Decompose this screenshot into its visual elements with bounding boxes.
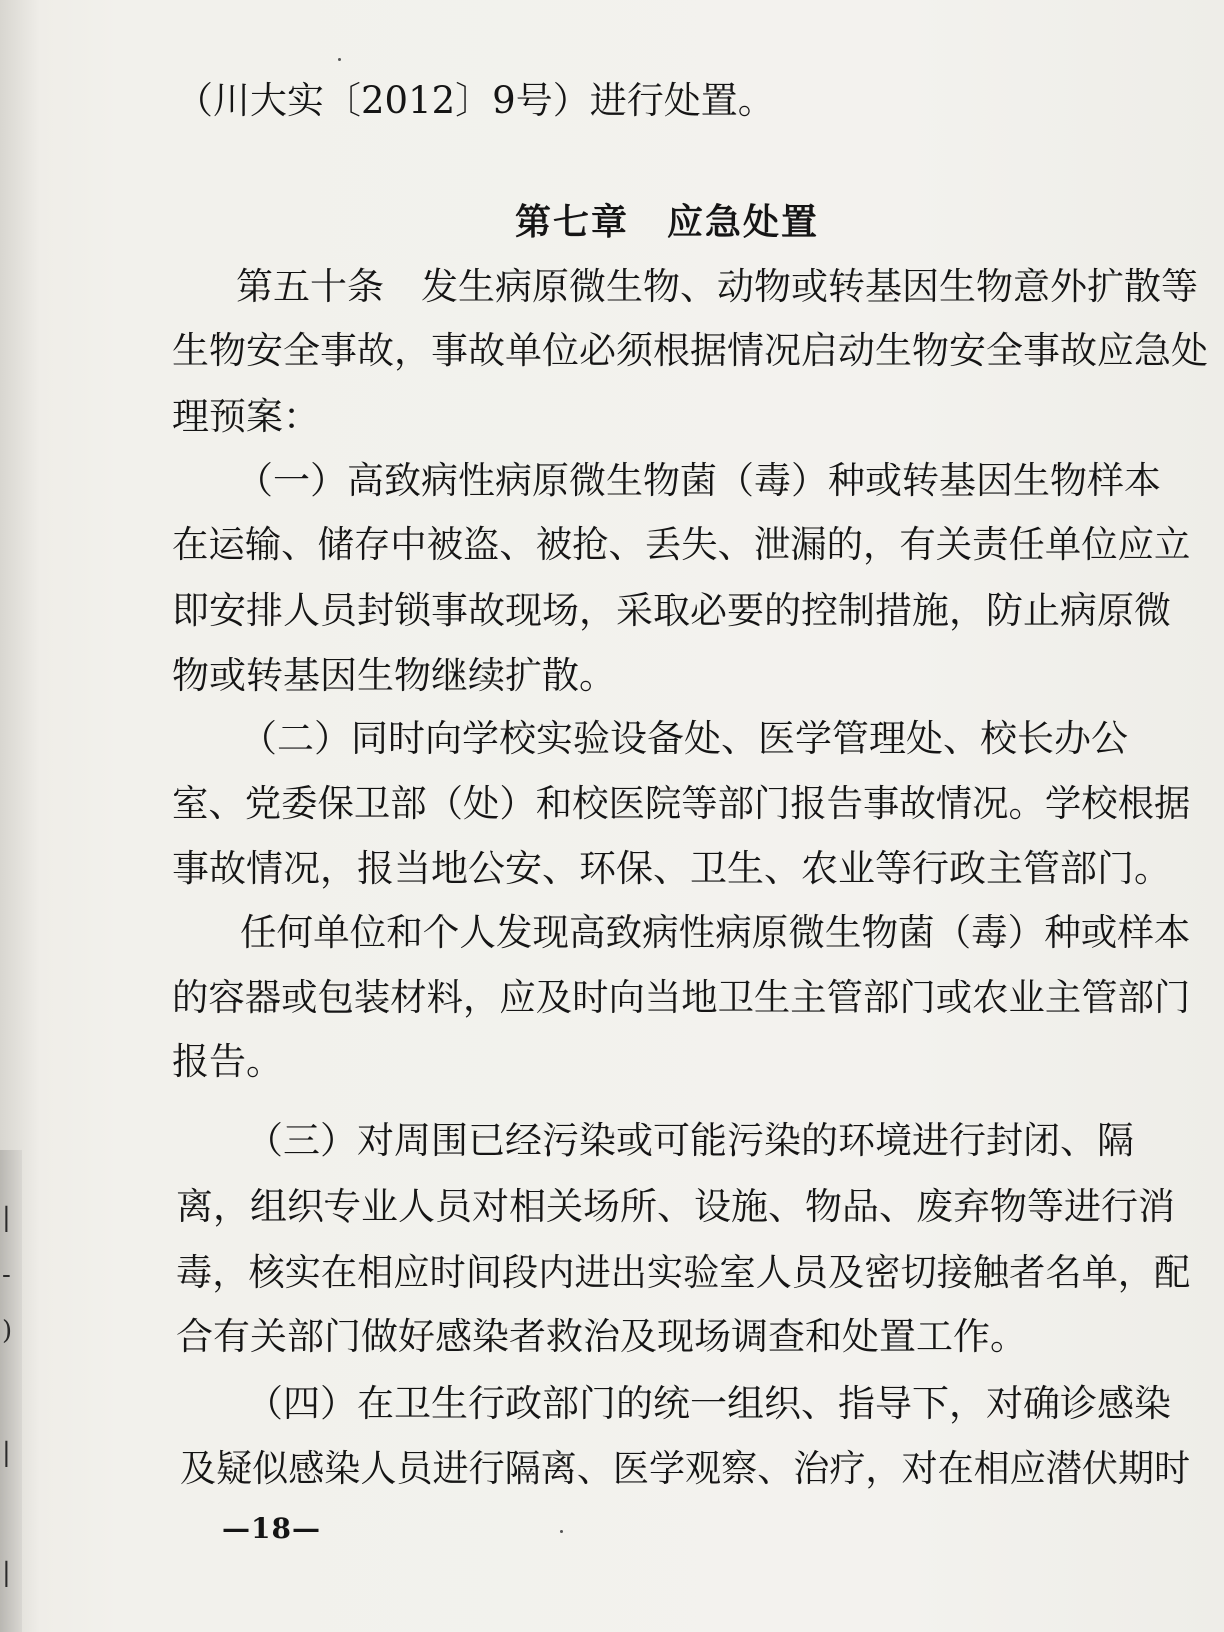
item-4-line-2: 及疑似感染人员进行隔离、医学观察、治疗，对在相应潜伏期时 (180, 1447, 1191, 1490)
edge-mark: | (2, 1558, 11, 1588)
continuation-line: （川大实〔2012〕9号）进行处置。 (176, 79, 775, 122)
item-3-line-4: 合有关部门做好感染者救治及现场调查和处置工作。 (176, 1315, 1027, 1358)
item-1-line-2: 在运输、储存中被盗、被抢、丢失、泄漏的，有关责任单位应立 (172, 523, 1191, 566)
scan-speck (560, 1530, 563, 1533)
article-50-line-1 (236, 265, 1198, 308)
report-para-line-1: 任何单位和个人发现高致病性病原微生物菌（毒）种或样本 (240, 911, 1191, 954)
item-1-line-4: 物或转基因生物继续扩散。 (172, 654, 616, 697)
item-1-line-3: 即安排人员封锁事故现场，采取必要的控制措施，防止病原微 (172, 589, 1171, 632)
item-3-line-1: （三）对周围已经污染或可能污染的环境进行封闭、隔 (246, 1119, 1134, 1162)
scan-speck (338, 58, 341, 61)
article-50-line-3: 理预案： (172, 395, 320, 438)
item-3-line-3: 毒，核实在相应时间段内进出实验室人员及密切接触者名单，配 (176, 1251, 1191, 1294)
item-1-line-1: （一）高致病性病原微生物菌（毒）种或转基因生物样本 (236, 459, 1161, 502)
item-2-line-2: 室、党委保卫部（处）和校医院等部门报告事故情况。学校根据 (172, 782, 1191, 825)
edge-mark: | (2, 1438, 11, 1468)
article-50-text: 第五十条 发生病原微生物、动物或转基因生物意外扩散等 (236, 265, 1198, 308)
item-2-line-1: （二）同时向学校实验设备处、医学管理处、校长办公 (240, 717, 1128, 760)
edge-mark: - (2, 1260, 11, 1290)
item-2-line-3: 事故情况，报当地公安、环保、卫生、农业等行政主管部门。 (172, 847, 1171, 890)
report-para-line-2: 的容器或包装材料，应及时向当地卫生主管部门或农业主管部门 (172, 976, 1191, 1019)
edge-mark: ) (2, 1316, 13, 1346)
chapter-title: 第七章 应急处置 (515, 201, 820, 243)
article-50-text: 生物安全事故，事故单位必须根据情况启动生物安全事故应急处 (172, 329, 1208, 372)
article-50-line-2 (172, 329, 1208, 372)
item-3-line-2: 离，组织专业人员对相关场所、设施、物品、废弃物等进行消 (176, 1185, 1175, 1228)
edge-mark: | (2, 1203, 11, 1233)
page-number: —18— (222, 1512, 321, 1545)
report-para-line-3: 报告。 (172, 1040, 283, 1083)
item-4-line-1: （四）在卫生行政部门的统一组织、指导下，对确诊感染 (246, 1382, 1171, 1425)
